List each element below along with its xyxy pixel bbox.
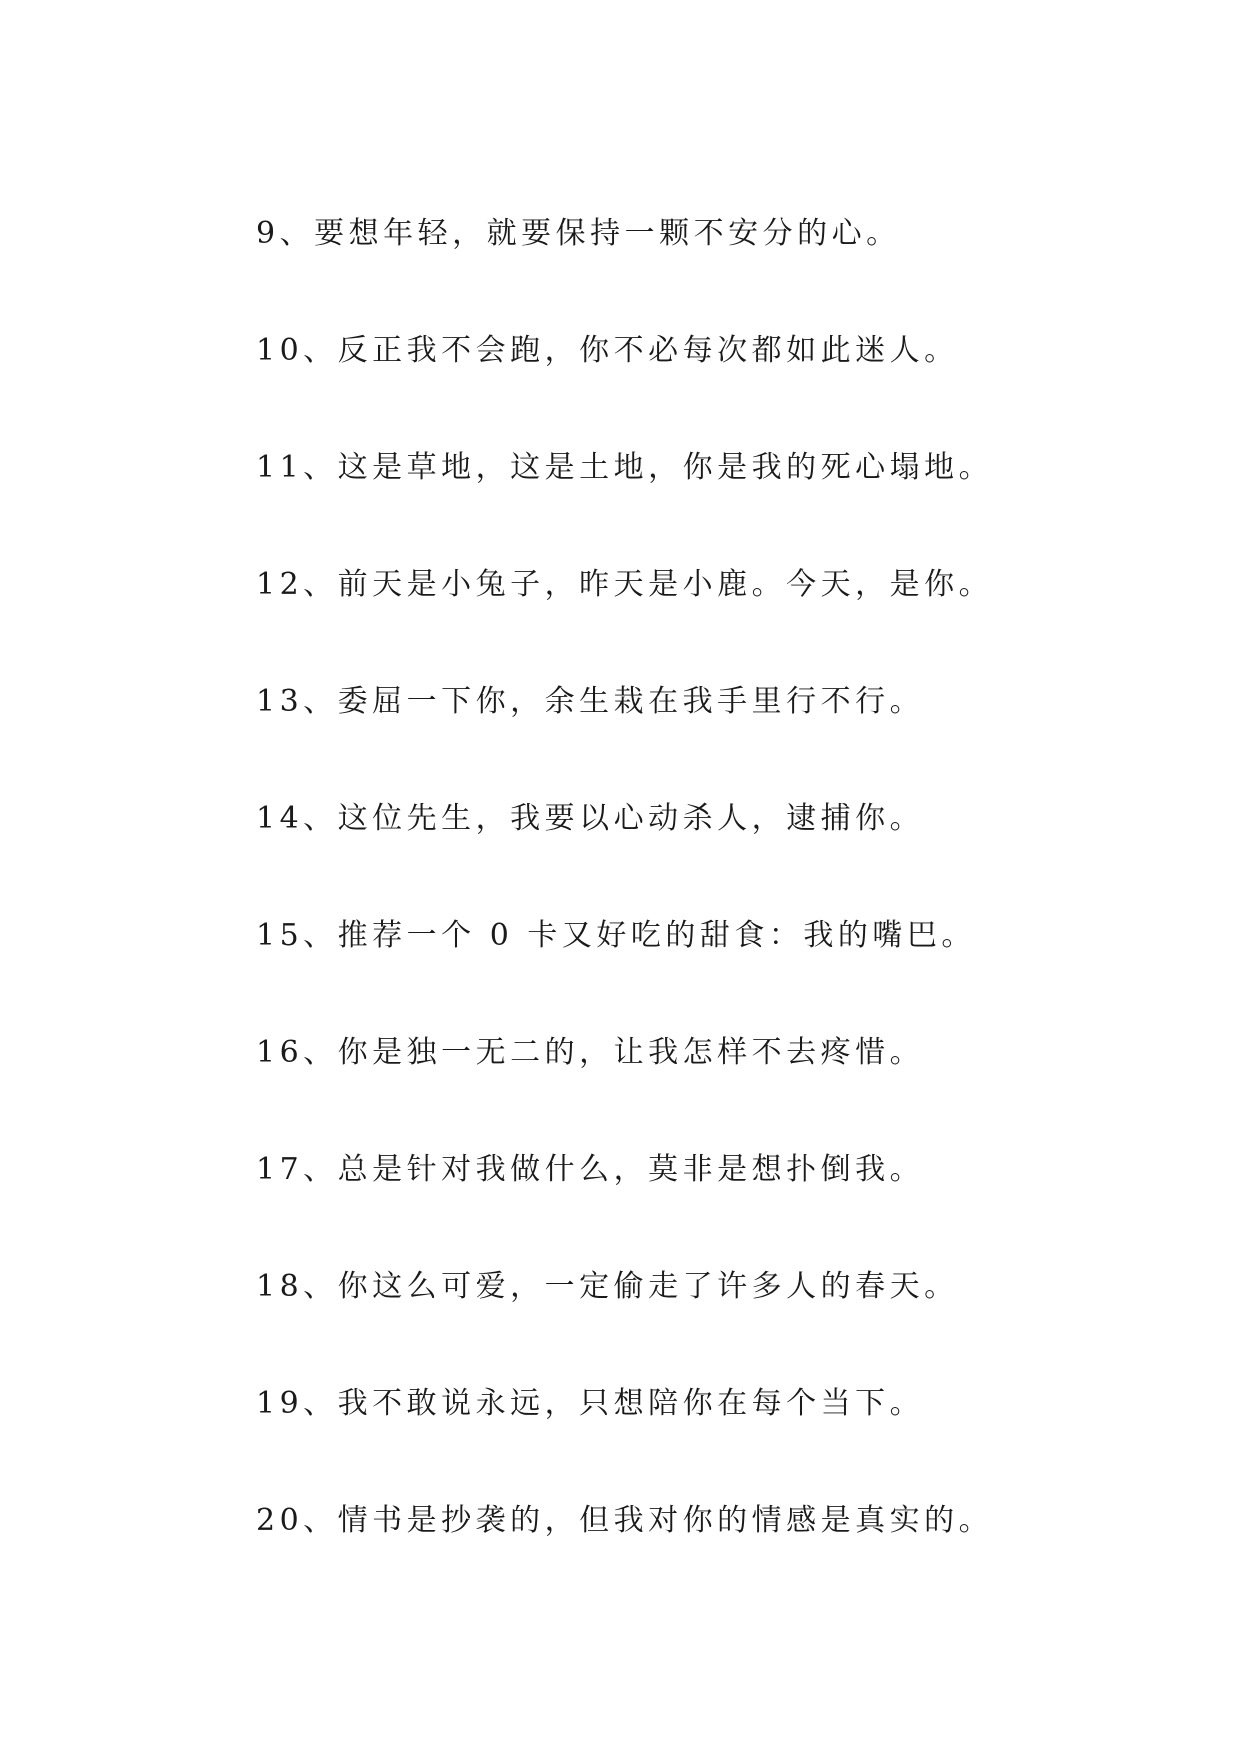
list-item: 11、这是草地，这是土地，你是我的死心塌地。 — [256, 450, 994, 485]
list-item: 9、要想年轻，就要保持一颗不安分的心。 — [256, 216, 901, 251]
list-item: 20、情书是抄袭的，但我对你的情感是真实的。 — [256, 1503, 994, 1538]
list-item: 10、反正我不会跑，你不必每次都如此迷人。 — [256, 333, 959, 368]
list-item: 18、你这么可爱，一定偷走了许多人的春天。 — [256, 1269, 959, 1304]
quote-list — [256, 213, 1156, 1617]
list-item: 19、我不敢说永远，只想陪你在每个当下。 — [256, 1386, 925, 1421]
list-item: 12、前天是小兔子，昨天是小鹿。今天，是你。 — [256, 567, 994, 602]
list-item: 17、总是针对我做什么，莫非是想扑倒我。 — [256, 1152, 925, 1187]
list-item: 16、你是独一无二的，让我怎样不去疼惜。 — [256, 1035, 925, 1070]
list-item: 14、这位先生，我要以心动杀人，逮捕你。 — [256, 801, 925, 836]
list-item: 15、推荐一个 0 卡又好吃的甜食：我的嘴巴。 — [256, 918, 976, 953]
list-item: 13、委屈一下你，余生栽在我手里行不行。 — [256, 684, 925, 719]
